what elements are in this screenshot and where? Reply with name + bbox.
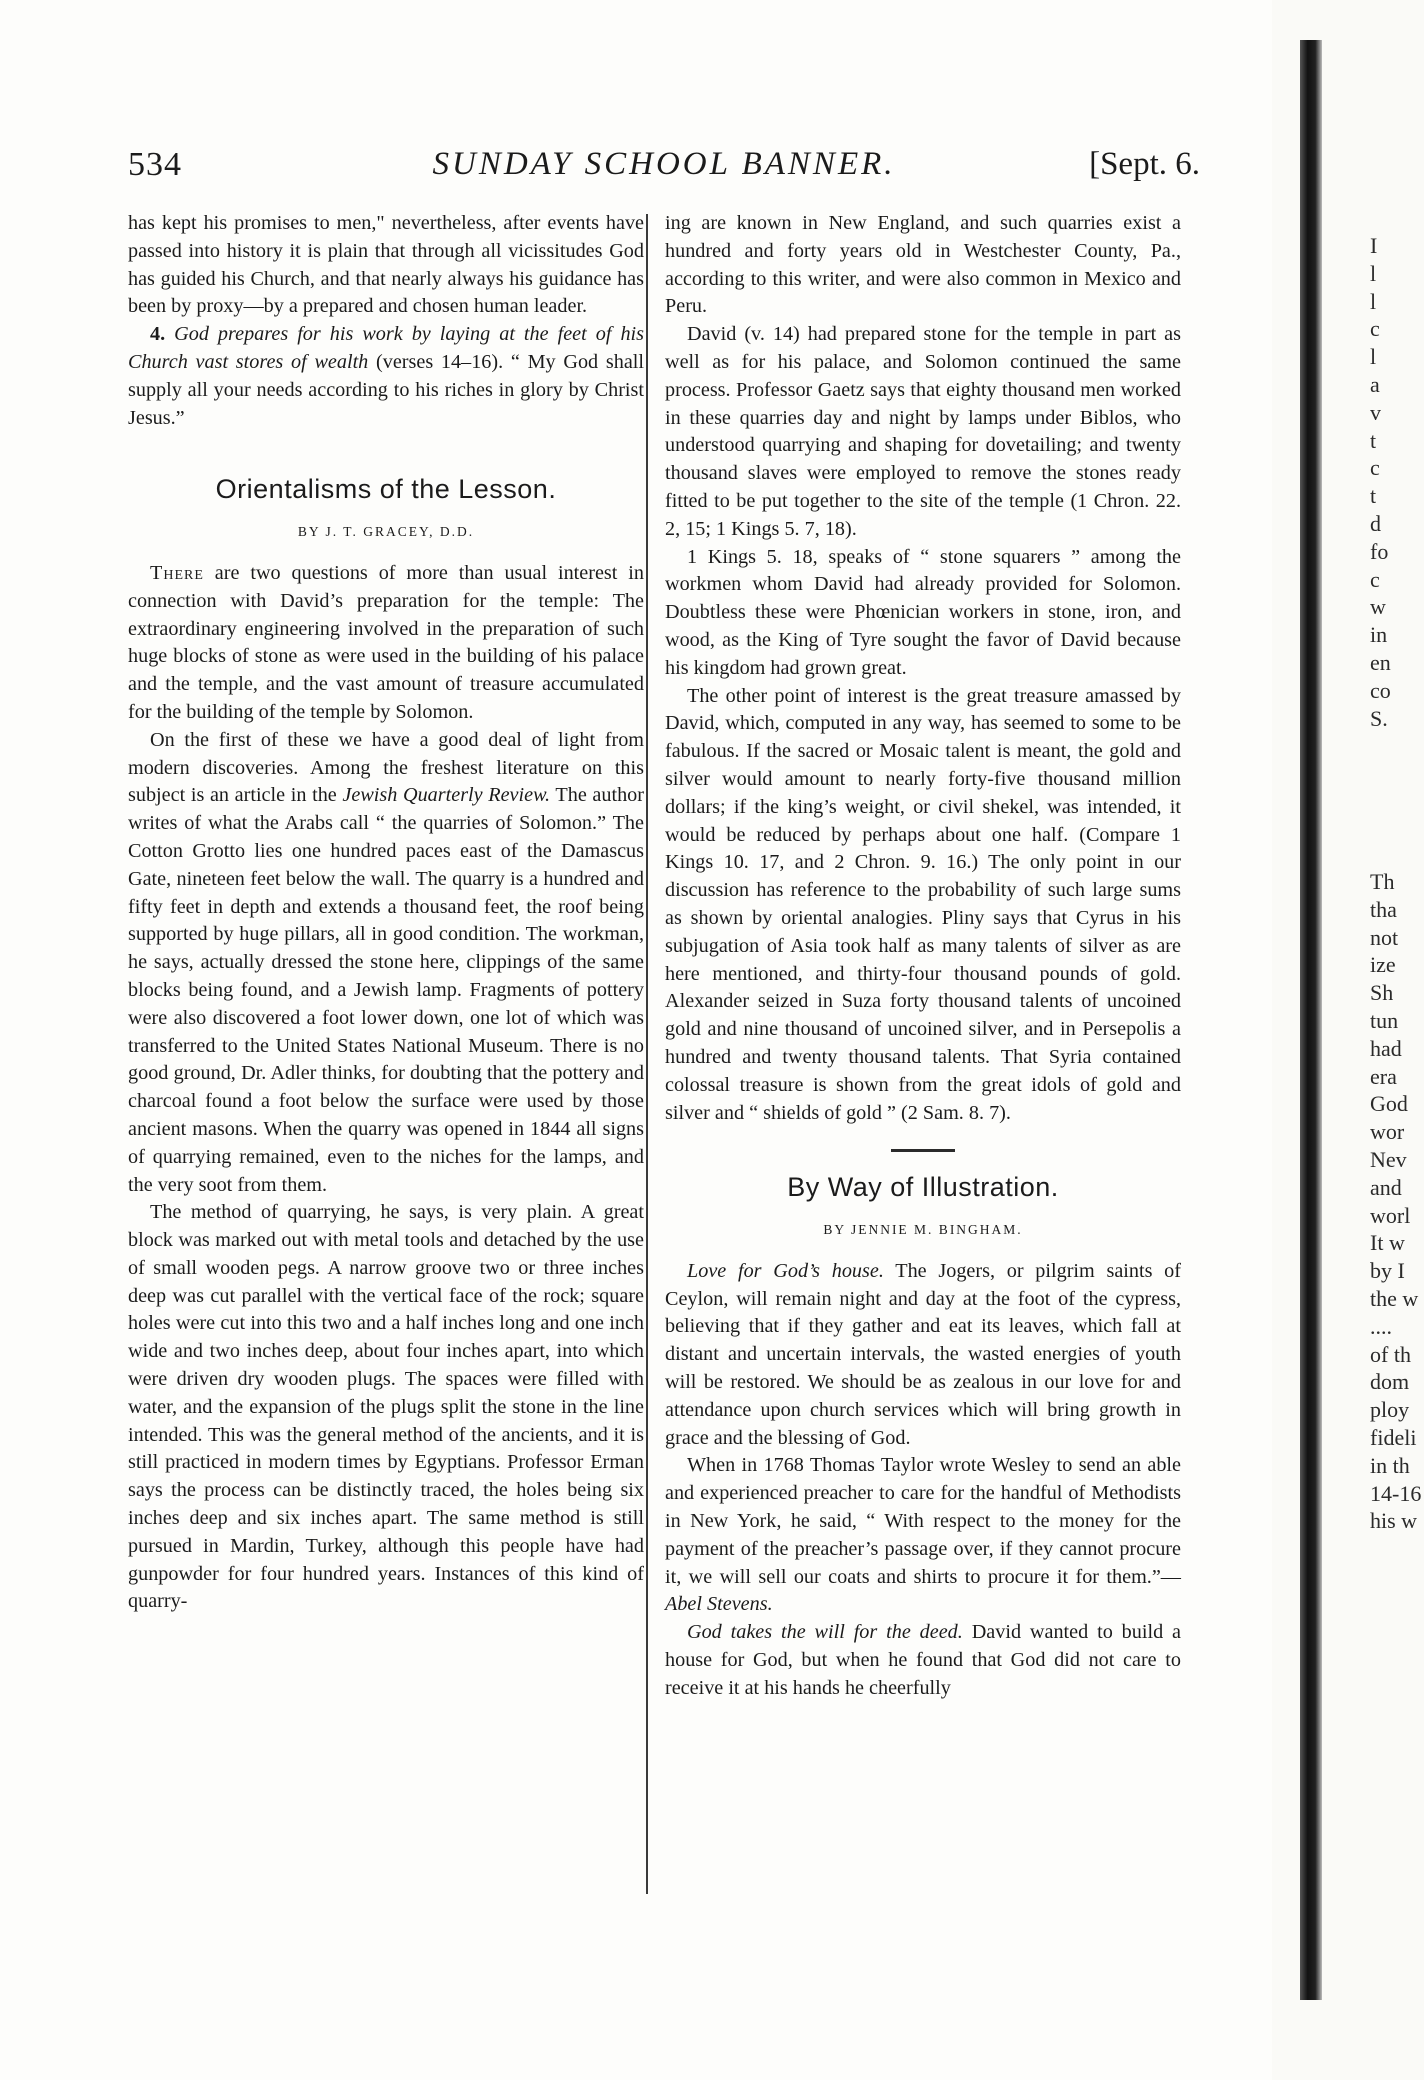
paragraph-heading: God takes the will for the deed. — [687, 1621, 963, 1644]
paragraph-text: When in 1768 Thomas Taylor wrote Wesley to send an able and experienced preacher to care for the handful of Methodists in New York, he said, “ With respect to the money for the payment of the preacher’s passage over, if they cannot procure it, we will sell our coats and shirts to procure it for them.”— — [665, 1454, 1181, 1588]
carryover-paragraph: ing are known in New England, and such quarries exist a hundred and forty years old in Westchester County, Pa., according to this writer, and were also common in Mexico and Peru. — [665, 212, 1181, 318]
next-page-line-fragment: l — [1370, 288, 1377, 314]
next-page-edge — [1322, 0, 1424, 2080]
next-page-line-fragment: fo — [1370, 538, 1389, 564]
article-byline: BY J. T. GRACEY, D.D. — [297, 524, 475, 540]
article-title-orientalisms: Orientalisms of the Lesson. — [215, 474, 557, 505]
next-page-line-fragment: era — [1370, 1063, 1397, 1089]
article-paragraph — [665, 1619, 1181, 1702]
article-paragraph — [665, 1452, 1181, 1619]
next-page-line-fragment: a — [1370, 371, 1380, 397]
article-paragraph: 1 Kings 5. 18, speaks of “ stone squarers ” among the workmen whom David had already provided for Solomon. Doubtless these were Phœnician workers in stone, iron, and wood, as the King of Tyre sought the favor of David because his kingdom had grown great. — [665, 545, 1181, 679]
next-page-line-fragment: Sh — [1370, 980, 1394, 1006]
lesson-point-4 — [128, 321, 644, 432]
paragraph-text: The Jogers, or pilgrim saints of Ceylon, will remain night and day at the foot of the cypress, believing that if they gather and eat its leaves, which fall at distant and uncertain intervals, the wasted energies of youth will be restored. We should be as zealous in our love for and attendance upon church services which will bring growth in grace and the blessing of God. — [665, 1259, 1181, 1449]
next-page-fragments-lower — [1322, 868, 1424, 1535]
article-byline: BY JENNIE M. BINGHAM. — [823, 1222, 1023, 1238]
next-page-line-fragment: t — [1370, 427, 1377, 453]
article-paragraph — [128, 560, 644, 727]
next-page-line-fragment: v — [1370, 399, 1381, 425]
article-title-illustration: By Way of Illustration. — [787, 1172, 1059, 1203]
right-column — [665, 210, 1181, 1703]
next-page-line-fragment: in th — [1370, 1452, 1410, 1478]
next-page-line-fragment: ize — [1370, 952, 1396, 978]
next-page-line-fragment: It w — [1370, 1230, 1405, 1256]
next-page-line-fragment: the w — [1370, 1285, 1419, 1311]
next-page-line-fragment: I — [1370, 233, 1378, 258]
running-header — [128, 146, 1200, 196]
next-page-line-fragment: tha — [1370, 896, 1397, 922]
issue-date: [Sept. 6. — [1089, 146, 1200, 182]
next-page-line-fragment: tun — [1370, 1007, 1399, 1033]
next-page-line-fragment: dom — [1370, 1369, 1410, 1395]
journal-title: SUNDAY SCHOOL BANNER. — [432, 146, 896, 182]
next-page-line-fragment: w — [1370, 594, 1386, 620]
point-heading: God prepares for his work by laying at the feet of his Church vast stores of wealth — [128, 323, 645, 373]
paragraph-heading: Love for God’s house. — [687, 1259, 884, 1282]
next-page-line-fragment: of th — [1370, 1341, 1411, 1367]
paragraph-text: are two questions of more than usual interest in connection with David’s preparation for the temple: The extraordinary engineering involved in the preparation of such huge blocks of stone as were used in the building of his palace and the temple, and the vast amount of treasure accumulated for the building of the temple by Solomon. — [128, 561, 644, 723]
point-verses: (verses 14–16). — [376, 350, 504, 373]
lead-word: There — [150, 561, 204, 584]
next-page-line-fragment: worl — [1370, 1202, 1411, 1228]
page-number: 534 — [128, 146, 182, 183]
next-page-line-fragment: not — [1370, 924, 1399, 950]
next-page-line-fragment: had — [1370, 1035, 1402, 1061]
article-paragraph: David (v. 14) had prepared stone for the temple in part as well as for his palace, and Solomon continued the same process. Professor Gaetz says that eighty thousand men worked in these quarries day and night by lamps under Biblos, who understood quarrying and shaping for dovetailing; and twenty thousand slaves were employed to remove the stones ready fitted to be put together to the site of the temple (1 Chron. 22. 2, 15; 1 Kings 5. 7, 18). — [665, 323, 1181, 540]
article-paragraph — [128, 727, 644, 1200]
next-page-line-fragment: c — [1370, 566, 1380, 592]
carryover-paragraph: has kept his promises to men," nevertheless, after events have passed into history it is plain that through all vicissitudes God has guided his Church, and that nearly always his guidance has been by proxy—by a prepared and chosen human leader. — [128, 212, 644, 318]
scripture-quote: “ My God shall supply all your needs according to his riches in glory by Christ Jesus.” — [128, 350, 644, 429]
next-page-line-fragment: l — [1370, 344, 1377, 370]
next-page-line-fragment: Nev — [1370, 1146, 1407, 1172]
next-page-fragments-upper — [1322, 232, 1424, 732]
next-page-line-fragment: his w — [1370, 1508, 1418, 1534]
next-page-line-fragment: c — [1370, 455, 1380, 481]
journal-reference: Jewish Quarterly Review. — [342, 784, 551, 807]
column-divider — [646, 214, 648, 1894]
point-number: 4. — [150, 323, 166, 346]
next-page-line-fragment: in — [1370, 622, 1388, 648]
left-column — [128, 210, 644, 1616]
next-page-line-fragment: fideli — [1370, 1424, 1417, 1450]
paragraph-text: The author writes of what the Arabs call “ the quarries of Solomon.” The Cotton Grotto lies one hundred paces east of the Damascus Gate, nineteen feet below the wall. The quarry is a hundred and fifty feet in depth and extends a thousand feet, the roof being supported by huge pillars, all in good condition. The workman, he says, actually dressed the stone here, clippings of the same blocks being found, and a Jewish lamp. Fragments of pottery were also discovered a foot lower down, one lot of which was transferred to the United States National Museum. There is no good ground, Dr. Adler thinks, for doubting that the pottery and charcoal found a foot below the surface were used by those ancient masons. When the quarry was opened in 1844 all signs of quarrying remained, even to the niches for the lamps, and the very soot from them. — [128, 784, 645, 1196]
section-divider — [891, 1149, 955, 1152]
article-paragraph: The method of quarrying, he says, is very plain. A great block was marked out with metal tools and detached by the use of small wooden pegs. A narrow groove two or three inches deep was cut parallel with the vertical face of the rock; square holes were cut into this two and a half inches long and one inch wide and two inches deep, about four inches apart, into which were driven dry wooden plugs. The spaces were filled with water, and the expansion of the plugs split the stone in the line intended. This was the general method of the ancients, and it is still practiced in modern times by Egyptians. Professor Erman says the process can be distinctly traced, the holes being six inches deep and six inches apart. The same method is still pursued in Mardin, Turkey, although this people have had gunpowder for four hundred years. Instances of this kind of quarry- — [128, 1201, 644, 1613]
next-page-line-fragment: 14-16 — [1370, 1480, 1422, 1506]
next-page-line-fragment: .... — [1370, 1313, 1392, 1339]
next-page-line-fragment: c — [1370, 316, 1380, 342]
next-page-line-fragment: l — [1370, 260, 1377, 286]
next-page-line-fragment: d — [1370, 510, 1381, 536]
article-paragraph — [665, 1258, 1181, 1453]
next-page-line-fragment: t — [1370, 483, 1377, 509]
paragraph-text: On the first of these we have a good deal of light from modern discoveries. Among the freshest literature on this subject is an article in the — [128, 728, 644, 807]
next-page-line-fragment: God — [1370, 1091, 1408, 1117]
next-page-line-fragment: and — [1370, 1174, 1402, 1200]
next-page-line-fragment: Th — [1370, 869, 1395, 894]
attribution: Abel Stevens. — [665, 1593, 773, 1616]
next-page-line-fragment: by I — [1370, 1258, 1405, 1284]
paragraph-text: David wanted to build a house for God, but when he found that God did not care to receive it at his hands he cheerfully — [665, 1621, 1181, 1699]
binding-shadow — [1300, 40, 1322, 2000]
next-page-line-fragment: wor — [1370, 1119, 1405, 1145]
next-page-line-fragment: co — [1370, 677, 1391, 703]
next-page-line-fragment: ploy — [1370, 1397, 1410, 1423]
article-paragraph: The other point of interest is the great treasure amassed by David, which, computed in any way, has seemed to some to be fabulous. If the sacred or Mosaic talent is meant, the gold and silver would amount to nearly forty-five thousand million dollars; if the king’s weight, or civil shekel, was intended, it would be reduced by perhaps about one half. (Compare 1 Kings 10. 17, and 2 Chron. 9. 16.) The only point in our discussion has reference to the probability of such large sums as shown by oriental analogies. Pliny says that Cyrus in his subjugation of Asia took half as many talents of silver as are here mentioned, and thirty-four thousand pounds of gold. Alexander seized in Suza forty thousand talents of uncoined gold and nine thousand of uncoined silver, and in Persepolis a hundred and twenty thousand talents. That Syria contained colossal treasure is shown from the great idols of gold and silver and “ shields of gold ” (2 Sam. 8. 7). — [665, 684, 1181, 1124]
next-page-line-fragment: en — [1370, 649, 1391, 675]
next-page-line-fragment: S. — [1370, 705, 1388, 731]
